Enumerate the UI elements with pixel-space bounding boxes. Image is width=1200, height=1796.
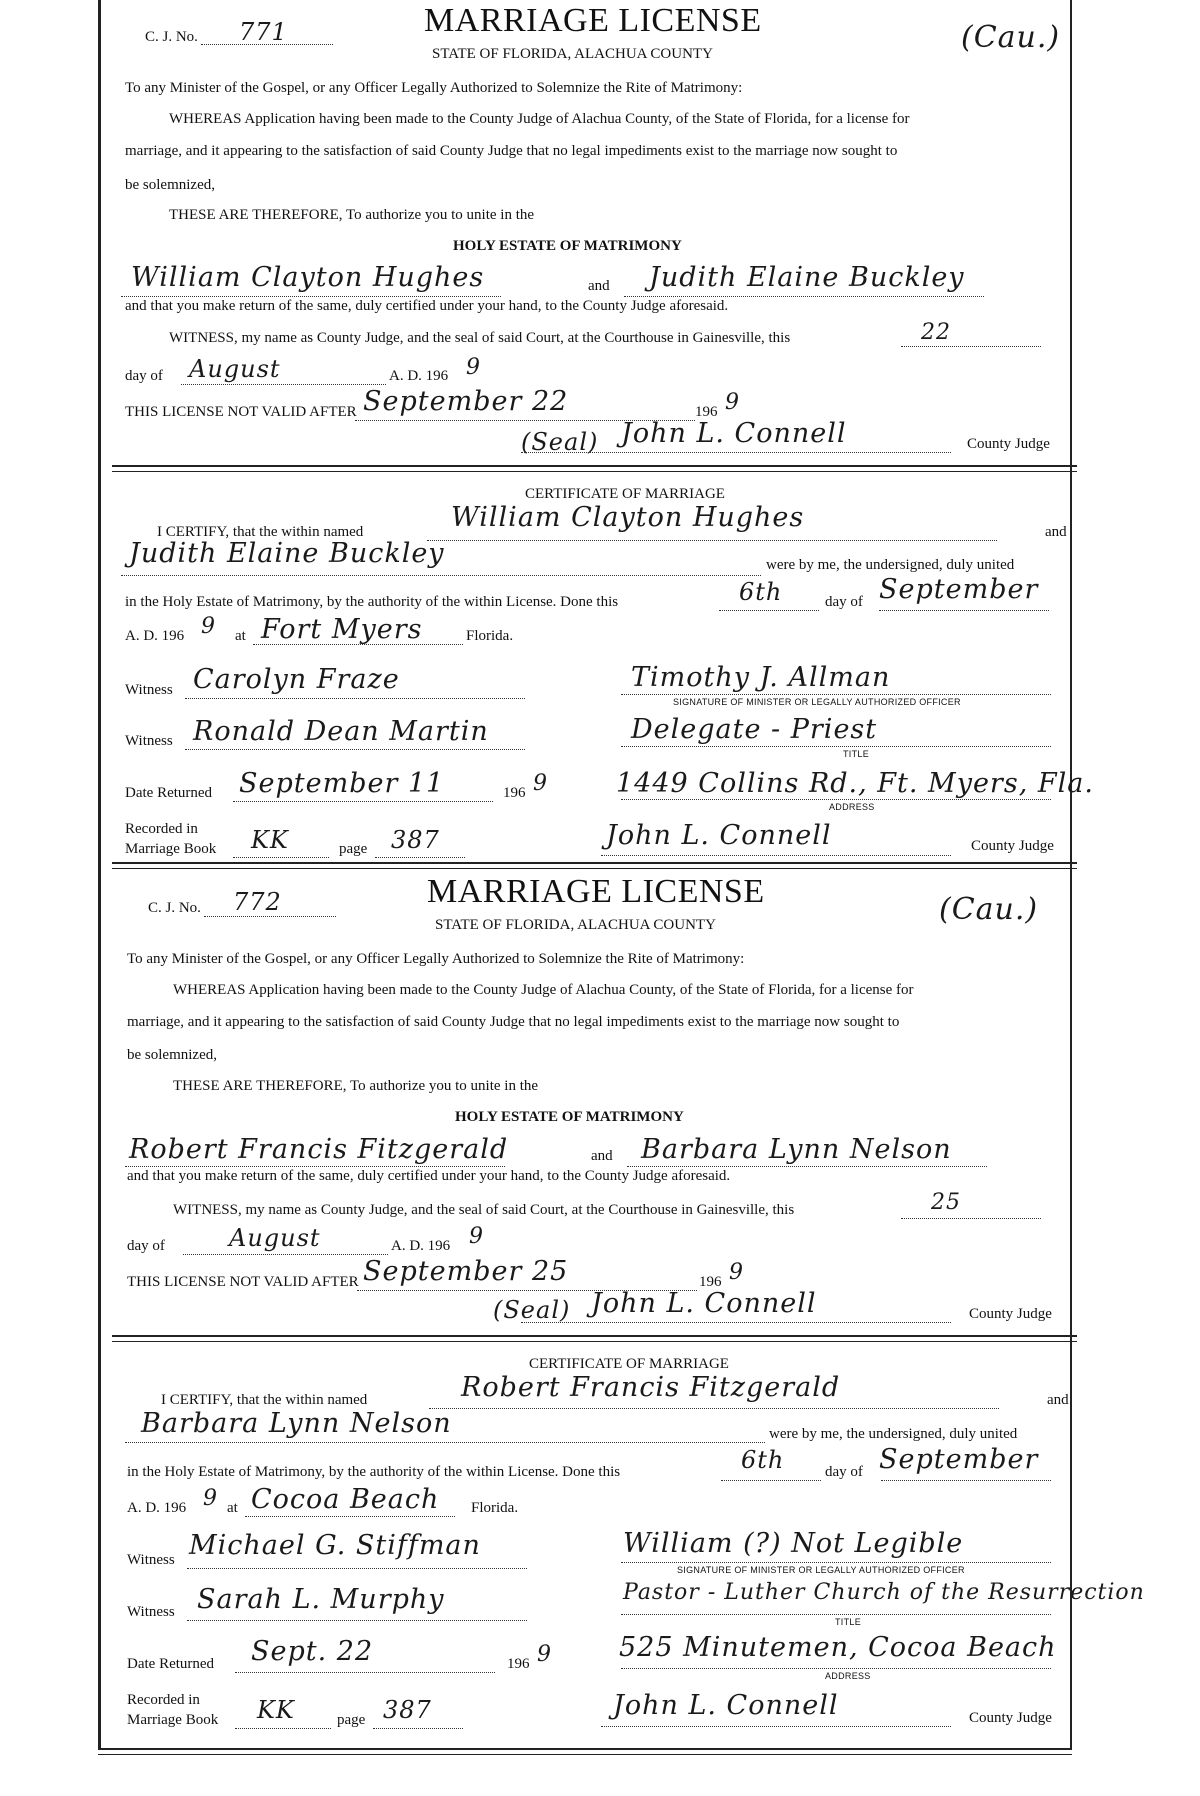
- page-value: 387: [391, 826, 440, 854]
- whereas-line-3: be solemnized,: [125, 177, 215, 193]
- whereas-line-2: marriage, and it appearing to the satisfaction of said County Judge that no legal impediments exist to the marriage now sought to: [127, 1014, 900, 1030]
- certify-text: I CERTIFY, that the within named: [161, 1392, 368, 1408]
- witness2-line: [185, 749, 525, 750]
- issue-year: 9: [466, 355, 481, 380]
- recorder-signature: John L. Connell: [606, 820, 832, 851]
- officer-signature: William (?) Not Legible: [623, 1528, 964, 1559]
- sig-caption: SIGNATURE OF MINISTER OR LEGALLY AUTHORIZED OFFICER: [673, 697, 961, 707]
- whereas-line-1: WHEREAS Application having been made to the County Judge of Alachua County, of the State of Florida, for a license for: [173, 982, 914, 998]
- return-line: and that you make return of the same, duly certified under your hand, to the County Judge aforesaid.: [127, 1168, 731, 1184]
- whereas-line-3: be solemnized,: [127, 1047, 217, 1063]
- witness1-line: [187, 1568, 527, 1569]
- cert-and: and: [1047, 1392, 1069, 1408]
- officer-title-line: [621, 746, 1051, 747]
- ad-at-label: A. D. 196: [127, 1500, 187, 1516]
- and-word: and: [588, 278, 610, 294]
- return-line: and that you make return of the same, duly certified under your hand, to the County Judge aforesaid.: [125, 298, 729, 314]
- returned-year-prefix: 196: [503, 785, 526, 801]
- issue-day: 25: [931, 1190, 961, 1215]
- recorded-in-label: Recorded in: [125, 821, 198, 837]
- judge-signature: John L. Connell: [591, 1288, 817, 1319]
- book-line: [233, 857, 329, 858]
- witness-label-2: Witness: [127, 1604, 175, 1620]
- returned-line: [235, 1672, 495, 1673]
- groom-name: William Clayton Hughes: [131, 262, 485, 293]
- license-divider: [112, 862, 1077, 869]
- cert-groom-line: [429, 1408, 999, 1409]
- issue-day-line: [901, 1218, 1041, 1219]
- holy-estate-text: in the Holy Estate of Matrimony, by the authority of the within License. Done this: [127, 1464, 621, 1480]
- done-year: 9: [201, 614, 216, 639]
- issue-day: 22: [921, 320, 951, 345]
- day-of-label: day of: [127, 1238, 165, 1254]
- officer-title: Pastor - Luther Church of the Resurrection: [623, 1580, 1145, 1605]
- corner-note: (Cau.): [939, 892, 1039, 927]
- bride-line: [624, 296, 984, 297]
- seal-mark: (Seal): [493, 1296, 571, 1324]
- witness-text: WITNESS, my name as County Judge, and the seal of said Court, at the Courthouse in Gainesville, this: [169, 330, 791, 346]
- cj-no: 771: [239, 18, 288, 46]
- recorder-signature: John L. Connell: [613, 1690, 839, 1721]
- expiry-year: 9: [729, 1260, 744, 1285]
- groom-line: [121, 296, 501, 297]
- issue-day-line: [901, 346, 1041, 347]
- license-subtitle: STATE OF FLORIDA, ALACHUA COUNTY: [435, 917, 716, 933]
- officer-address: 1449 Collins Rd., Ft. Myers, Fla.: [616, 768, 1094, 799]
- therefore-line: THESE ARE THEREFORE, To authorize you to unite in the: [169, 207, 535, 223]
- title-caption: TITLE: [835, 1617, 862, 1627]
- page-line: [375, 857, 465, 858]
- florida-label: Florida.: [466, 628, 514, 644]
- witness-label-2: Witness: [125, 733, 173, 749]
- witness-1: Carolyn Fraze: [193, 664, 400, 695]
- were-by-me: were by me, the undersigned, duly united: [769, 1426, 1018, 1442]
- address-caption: ADDRESS: [825, 1671, 871, 1681]
- at-label: at: [235, 628, 246, 644]
- place: Fort Myers: [261, 614, 423, 645]
- returned-year-prefix: 196: [507, 1656, 530, 1672]
- holy-estate-heading: HOLY ESTATE OF MATRIMONY: [453, 238, 682, 254]
- returned-date: Sept. 22: [251, 1636, 374, 1667]
- license-2-separator-mid: [112, 1335, 1077, 1342]
- expiry-year-prefix: 196: [695, 404, 718, 420]
- done-day-line: [721, 1480, 821, 1481]
- recorder-sig-line: [601, 855, 951, 856]
- date-returned-label: Date Returned: [127, 1656, 215, 1672]
- therefore-line: THESE ARE THEREFORE, To authorize you to unite in the: [173, 1078, 539, 1094]
- day-of-2: day of: [825, 594, 863, 610]
- not-valid-label: THIS LICENSE NOT VALID AFTER: [125, 404, 357, 420]
- cert-groom: William Clayton Hughes: [451, 502, 805, 533]
- witness1-line: [185, 698, 525, 699]
- day-of-2: day of: [825, 1464, 863, 1480]
- witness-label-1: Witness: [127, 1552, 175, 1568]
- witness-1: Michael G. Stiffman: [189, 1530, 481, 1561]
- address-line: To any Minister of the Gospel, or any Officer Legally Authorized to Solemnize the Rite of Matrimony:: [125, 80, 743, 96]
- done-month: September: [879, 574, 1039, 605]
- county-judge-label-2: County Judge: [969, 1710, 1052, 1726]
- expiry-date: September 25: [363, 1256, 569, 1287]
- officer-title: Delegate - Priest: [631, 714, 878, 745]
- whereas-line-2: marriage, and it appearing to the satisfaction of said County Judge that no legal impediments exist to the marriage now sought to: [125, 143, 898, 159]
- officer-address: 525 Minutemen, Cocoa Beach: [619, 1632, 1057, 1663]
- at-label: at: [227, 1500, 238, 1516]
- groom-line: [125, 1166, 505, 1167]
- address-line-rule: [621, 1668, 1051, 1669]
- cert-bride-line: [121, 575, 761, 576]
- cert-groom: Robert Francis Fitzgerald: [461, 1372, 841, 1403]
- done-day: 6th: [739, 578, 783, 606]
- book-value: KK: [257, 1696, 295, 1724]
- marriage-license-772: [101, 872, 1145, 1752]
- holy-estate-text: in the Holy Estate of Matrimony, by the authority of the within License. Done this: [125, 594, 619, 610]
- title-caption: TITLE: [843, 749, 870, 759]
- bride-name: Barbara Lynn Nelson: [641, 1134, 952, 1165]
- done-day-line: [719, 610, 819, 611]
- cj-no-line: [204, 916, 336, 917]
- issue-month-line: [181, 384, 386, 385]
- address-caption: ADDRESS: [829, 802, 875, 812]
- returned-date: September 11: [239, 768, 445, 799]
- recorder-sig-line: [601, 1726, 951, 1727]
- issue-year: 9: [469, 1224, 484, 1249]
- judge-sig-line: [521, 1322, 951, 1323]
- marriage-license-771: [101, 0, 1094, 870]
- date-returned-label: Date Returned: [125, 785, 213, 801]
- officer-signature: Timothy J. Allman: [631, 662, 891, 693]
- and-word: and: [591, 1148, 613, 1164]
- returned-line: [233, 801, 493, 802]
- not-valid-label: THIS LICENSE NOT VALID AFTER: [127, 1274, 359, 1290]
- issue-month: August: [189, 355, 281, 383]
- county-judge-label: County Judge: [969, 1306, 1052, 1322]
- judge-signature: John L. Connell: [621, 418, 847, 449]
- officer-title-line: [621, 1614, 1051, 1615]
- certificate-title: CERTIFICATE OF MARRIAGE: [525, 486, 725, 502]
- expiry-year-prefix: 196: [699, 1274, 722, 1290]
- officer-sig-line: [621, 694, 1051, 695]
- license-title: MARRIAGE LICENSE: [427, 873, 765, 910]
- cj-label: C. J. No.: [145, 29, 198, 45]
- whereas-line-1: WHEREAS Application having been made to the County Judge of Alachua County, of the State of Florida, for a license for: [169, 111, 910, 127]
- witness2-line: [187, 1620, 527, 1621]
- day-of-label: day of: [125, 368, 163, 384]
- holy-estate-heading: HOLY ESTATE OF MATRIMONY: [455, 1109, 684, 1125]
- done-day: 6th: [741, 1446, 785, 1474]
- license-subtitle: STATE OF FLORIDA, ALACHUA COUNTY: [432, 46, 713, 62]
- ad-label: A. D. 196: [391, 1238, 451, 1254]
- page-frame-right: [1070, 0, 1072, 1750]
- florida-label: Florida.: [471, 1500, 519, 1516]
- cert-bride: Barbara Lynn Nelson: [141, 1408, 452, 1439]
- corner-note: (Cau.): [961, 20, 1061, 55]
- bride-name: Judith Elaine Buckley: [649, 262, 965, 293]
- judge-sig-line: [521, 452, 951, 453]
- cert-and: and: [1045, 524, 1067, 540]
- sig-caption: SIGNATURE OF MINISTER OR LEGALLY AUTHORIZED OFFICER: [677, 1565, 965, 1575]
- county-judge-label-2: County Judge: [971, 838, 1054, 854]
- marriage-book-label: Marriage Book: [125, 841, 217, 857]
- officer-sig-line: [621, 1562, 1051, 1563]
- bride-line: [627, 1166, 987, 1167]
- certificate-title: CERTIFICATE OF MARRIAGE: [529, 1356, 729, 1372]
- expiry-year: 9: [725, 390, 740, 415]
- page-value: 387: [383, 1696, 432, 1724]
- license-title: MARRIAGE LICENSE: [424, 2, 762, 39]
- ad-label: A. D. 196: [389, 368, 449, 384]
- certify-text: I CERTIFY, that the within named: [157, 524, 364, 540]
- seal-mark: (Seal): [521, 428, 599, 456]
- recorded-in-label: Recorded in: [127, 1692, 200, 1708]
- place-line: [245, 1516, 455, 1517]
- issue-month-line: [183, 1254, 388, 1255]
- book-value: KK: [251, 826, 289, 854]
- witness-label-1: Witness: [125, 682, 173, 698]
- witness-2: Ronald Dean Martin: [193, 716, 489, 747]
- page-label: page: [339, 841, 368, 857]
- place: Cocoa Beach: [251, 1484, 440, 1515]
- page-label: page: [337, 1712, 366, 1728]
- page-line: [373, 1728, 463, 1729]
- were-by-me: were by me, the undersigned, duly united: [766, 557, 1015, 573]
- expiry-date: September 22: [363, 386, 569, 417]
- cj-no: 772: [233, 888, 282, 916]
- cert-bride-line: [125, 1442, 765, 1443]
- done-year: 9: [203, 1486, 218, 1511]
- address-line-rule: [621, 799, 1051, 800]
- marriage-book-label: Marriage Book: [127, 1712, 219, 1728]
- address-line: To any Minister of the Gospel, or any Officer Legally Authorized to Solemnize the Rite of Matrimony:: [127, 951, 745, 967]
- book-line: [235, 1728, 331, 1729]
- witness-2: Sarah L. Murphy: [197, 1584, 445, 1615]
- cj-label: C. J. No.: [148, 900, 201, 916]
- cert-groom-line: [427, 540, 997, 541]
- done-month-line: [879, 610, 1049, 611]
- returned-year: 9: [533, 771, 548, 796]
- done-month: September: [879, 1444, 1039, 1475]
- groom-name: Robert Francis Fitzgerald: [129, 1134, 509, 1165]
- ad-at-label: A. D. 196: [125, 628, 185, 644]
- returned-year: 9: [537, 1642, 552, 1667]
- county-judge-label: County Judge: [967, 436, 1050, 452]
- license-1-separator-mid: [112, 465, 1077, 472]
- done-month-line: [881, 1480, 1051, 1481]
- issue-month: August: [229, 1224, 321, 1252]
- cert-bride: Judith Elaine Buckley: [129, 538, 445, 569]
- witness-text: WITNESS, my name as County Judge, and the seal of said Court, at the Courthouse in Gainesville, this: [173, 1202, 795, 1218]
